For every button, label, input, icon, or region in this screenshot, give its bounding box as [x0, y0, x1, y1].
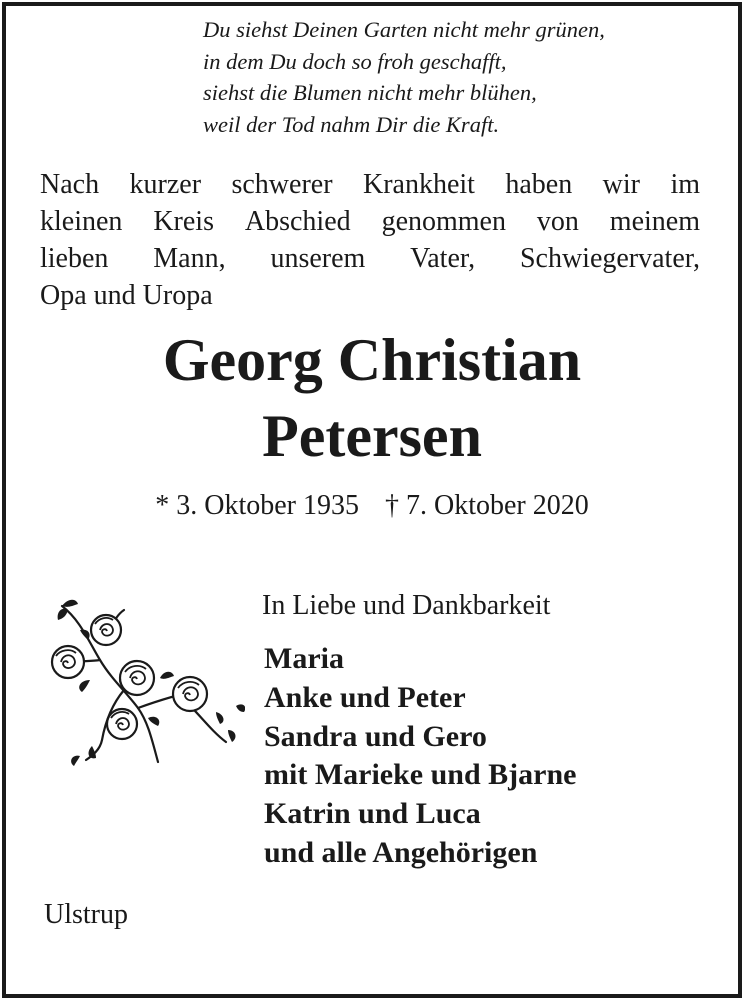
word: kleinen	[40, 206, 123, 237]
signer: Sandra und Gero	[264, 719, 487, 753]
word: Mann,	[153, 243, 226, 274]
announcement-line	[40, 203, 700, 240]
signer: mit Marieke und Bjarne	[264, 758, 577, 792]
word: unserem	[270, 243, 366, 274]
word: meinem	[609, 206, 700, 237]
death-date: † 7. Oktober 2020	[385, 490, 589, 521]
signer: und alle Angehörigen	[264, 835, 538, 869]
word: Kreis	[153, 206, 214, 237]
closing-phrase: In Liebe und Dankbarkeit	[262, 590, 551, 621]
word: Nach	[40, 169, 100, 200]
word: im	[670, 169, 700, 200]
word: genommen	[381, 206, 506, 237]
poem	[203, 14, 723, 140]
deceased-name	[0, 322, 744, 474]
announcement-line	[40, 166, 700, 203]
signers-list	[264, 640, 576, 873]
poem-line: siehst die Blumen nicht mehr blühen,	[203, 80, 537, 105]
name-line: Petersen	[262, 403, 482, 469]
name-line: Georg Christian	[162, 327, 582, 393]
announcement-line: Opa und Uropa	[40, 280, 213, 311]
word: wir	[602, 169, 640, 200]
birth-date: * 3. Oktober 1935	[155, 490, 359, 521]
poem-line: Du siehst Deinen Garten nicht mehr grünen,	[203, 17, 605, 42]
word: Abschied	[244, 206, 351, 237]
announcement-text	[40, 166, 700, 314]
poem-line: weil der Tod nahm Dir die Kraft.	[203, 111, 500, 137]
word: Schwiegervater,	[519, 243, 700, 274]
signer: Anke und Peter	[264, 680, 466, 714]
word: Krankheit	[362, 169, 475, 200]
word: Vater,	[410, 243, 476, 274]
poem-line: in dem Du doch so froh geschafft,	[203, 48, 507, 74]
roses-icon	[40, 590, 245, 770]
signer: Katrin und Luca	[264, 797, 481, 831]
signer: Maria	[264, 642, 344, 675]
word: lieben	[40, 243, 109, 274]
life-dates	[0, 488, 744, 524]
place-name: Ulstrup	[44, 899, 128, 930]
word: haben	[505, 169, 573, 200]
word: kurzer	[129, 169, 202, 200]
word: schwerer	[231, 169, 333, 200]
word: von	[536, 206, 579, 237]
announcement-line	[40, 240, 700, 277]
